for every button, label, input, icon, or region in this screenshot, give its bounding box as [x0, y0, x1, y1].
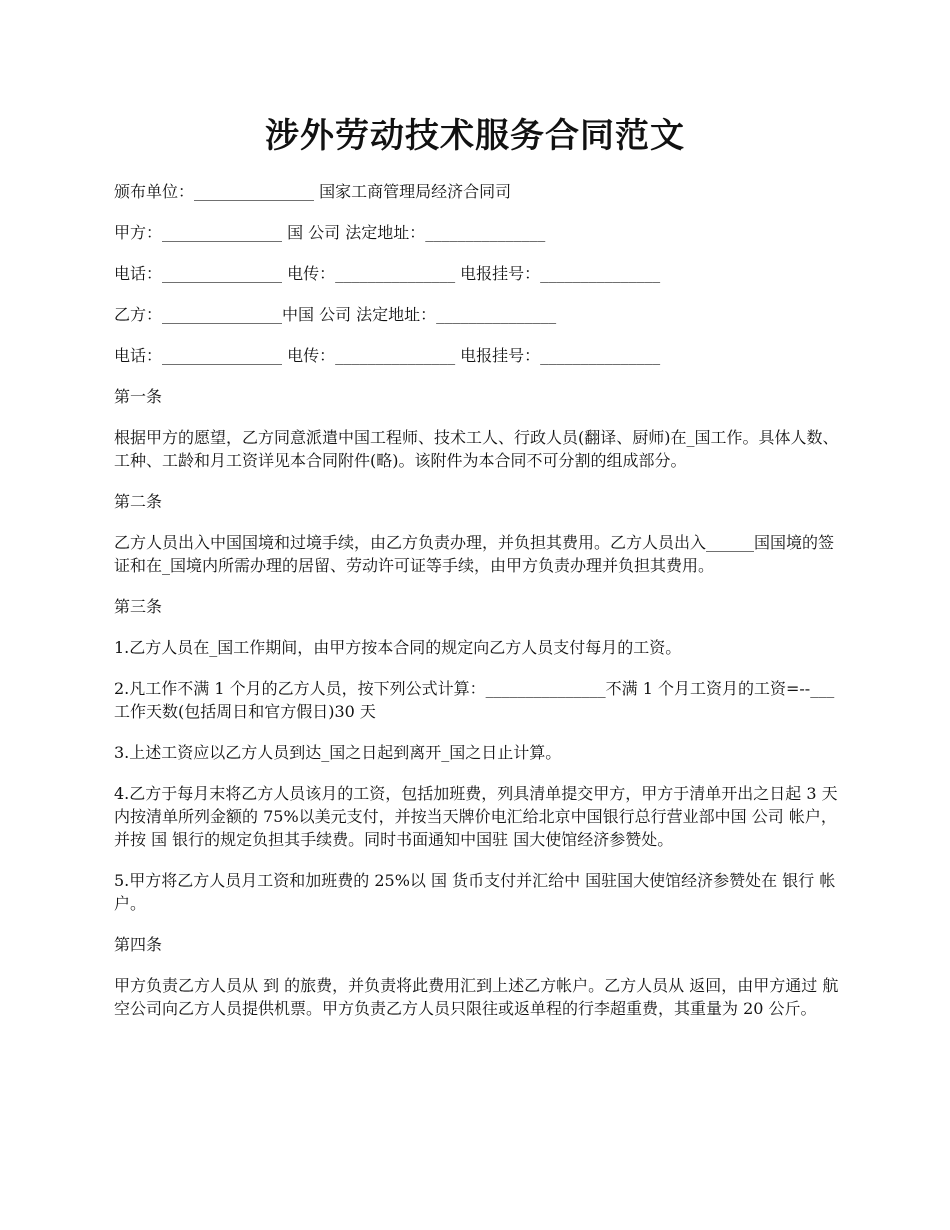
article-2-heading: 第二条: [114, 492, 163, 511]
party-a-line: 甲方：_______________ 国 公司 法定地址：_______________: [114, 223, 546, 242]
article-3-clause-5: 5.甲方将乙方人员月工资和加班费的 25%以 国 货币支付并汇给中 国驻国大使馆经济参赞处在 银行 帐户。: [114, 871, 836, 913]
article-1-body: 根据甲方的愿望，乙方同意派遣中国工程师、技术工人、行政人员(翻译、厨师)在_国工作。具体人数、工种、工龄和月工资详见本合同附件(略)。该附件为本合同不可分割的组成部分。: [114, 428, 839, 470]
article-3-clause-3: 3.上述工资应以乙方人员到达_国之日起到离开_国之日止计算。: [114, 743, 562, 762]
article-4-body: 甲方负责乙方人员从 到 的旅费，并负责将此费用汇到上述乙方帐户。乙方人员从 返回，由甲方通过 航空公司向乙方人员提供机票。甲方负责乙方人员只限往或返单程的行李超重费，其重量为 20 公斤。: [114, 976, 839, 1018]
article-3-clause-1: 1.乙方人员在_国工作期间，由甲方按本合同的规定向乙方人员支付每月的工资。: [114, 638, 682, 657]
article-3-clause-4: 4.乙方于每月末将乙方人员该月的工资，包括加班费，列具清单提交甲方，甲方于清单开出之日起 3 天内按清单所列金额的 75%以美元支付，并按当天牌价电汇给北京中国银行总行营业部中国 公司 帐户，并按 国 银行的规定负担其手续费。同时书面通知中国驻 国大使馆经济参赞处。: [114, 784, 838, 849]
issuer-line: 颁布单位：_______________ 国家工商管理局经济合同司: [114, 182, 512, 201]
article-4-heading: 第四条: [114, 935, 163, 954]
article-1-heading: 第一条: [114, 387, 163, 406]
article-2-body: 乙方人员出入中国国境和过境手续，由乙方负责办理，并负担其费用。乙方人员出入______国国境的签证和在_国境内所需办理的居留、劳动许可证等手续，由甲方负责办理并负担其费用。: [114, 533, 835, 575]
document-body: [114, 180, 839, 1038]
article-3-heading: 第三条: [114, 597, 163, 616]
document-title: 涉外劳动技术服务合同范文: [265, 116, 685, 156]
article-3-clause-2: 2.凡工作不满 1 个月的乙方人员，按下列公式计算：_______________不满 1 个月工资月的工资=--___工作天数(包括周日和官方假日)30 天: [114, 679, 835, 721]
party-b-contact-line: 电话：_______________ 电传：_______________ 电报挂号：_______________: [114, 346, 661, 365]
party-b-line: 乙方：_______________中国 公司 法定地址：_______________: [114, 305, 557, 324]
party-a-contact-line: 电话：_______________ 电传：_______________ 电报挂号：_______________: [114, 264, 661, 283]
